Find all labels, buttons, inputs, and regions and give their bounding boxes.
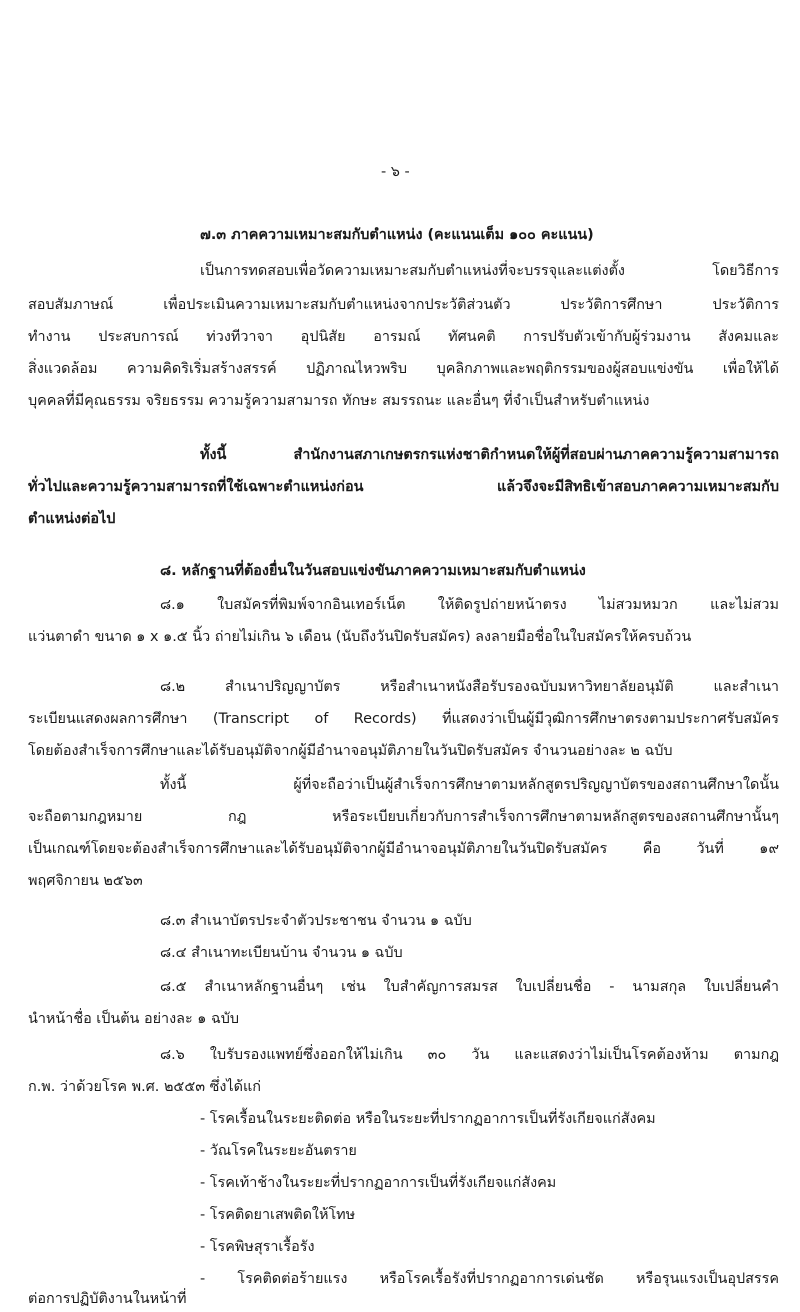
item-8-4: ๘.๔ สำเนาทะเบียนบ้าน จำนวน ๑ ฉบับ — [160, 945, 403, 961]
disease-list-item: - โรคติดยาเสพติดให้โทษ — [200, 1207, 356, 1223]
disease-list-item: - โรคพิษสุราเรื้อรัง — [200, 1239, 315, 1255]
page-number: - ๖ - — [381, 164, 410, 180]
item-8-2-line: ๘.๒ สำเนาปริญญาบัตร หรือสำเนาหนังสือรับรองฉบับมหาวิทยาลัยอนุมัติ และสำเนา — [160, 679, 779, 695]
item-8-2-note-line: เป็นเกณฑ์โดยจะต้องสำเร็จการศึกษาและได้รับอนุมัติจากผู้มีอำนาจอนุมัติภายในวันปิดรับสมัคร คือ วันที่ ๑๙ — [28, 841, 779, 857]
item-8-5-line: ๘.๕ สำเนาหลักฐานอื่นๆ เช่น ใบสำคัญการสมรส ใบเปลี่ยนชื่อ - นามสกุล ใบเปลี่ยนคำ — [160, 979, 779, 995]
section-7-3-body-line: สอบสัมภาษณ์ เพื่อประเมินความเหมาะสมกับตำแหน่งจากประวัติส่วนตัว ประวัติการศึกษา ประวัติการ — [28, 297, 779, 313]
item-8-2-note-line: ทั้งนี้ ผู้ที่จะถือว่าเป็นผู้สำเร็จการศึกษาตามหลักสูตรปริญญาบัตรของสถานศึกษาใดนั้น — [160, 777, 779, 793]
section-7-3-body-line: ทำงาน ประสบการณ์ ท่วงทีวาจา อุปนิสัย อารมณ์ ทัศนคติ การปรับตัวเข้ากับผู้ร่วมงาน สังคมและ — [28, 329, 779, 345]
item-8-2-line: ระเบียนแสดงผลการศึกษา (Transcript of Records) ที่แสดงว่าเป็นผู้มีวุฒิการศึกษาตรงตามประกาศรับสมัคร — [28, 711, 779, 727]
item-8-2-note-line: พฤศจิกายน ๒๕๖๓ — [28, 873, 143, 889]
item-8-1-line: แว่นตาดำ ขนาด ๑ x ๑.๕ นิ้ว ถ่ายไม่เกิน ๖ เดือน (นับถึงวันปิดรับสมัคร) ลงลายมือชื่อในใบสมัครให้ครบถ้วน — [28, 629, 692, 645]
section-7-3-note-line: ทั้งนี้ สำนักงานสภาเกษตรกรแห่งชาติกำหนดให้ผู้ที่สอบผ่านภาคความรู้ความสามารถ — [200, 447, 779, 463]
item-8-6-final-line: ต่อการปฏิบัติงานในหน้าที่ — [28, 1291, 187, 1307]
item-8-6-line: ๘.๖ ใบรับรองแพทย์ซึ่งออกให้ไม่เกิน ๓๐ วัน และแสดงว่าไม่เป็นโรคต้องห้าม ตามกฎ — [160, 1047, 779, 1063]
section-7-3-heading: ๗.๓ ภาคความเหมาะสมกับตำแหน่ง (คะแนนเต็ม ๑๐๐ คะแนน) — [200, 227, 594, 243]
item-8-2-line: โดยต้องสำเร็จการศึกษาและได้รับอนุมัติจากผู้มีอำนาจอนุมัติภายในวันปิดรับสมัคร จำนวนอย่างละ ๒ ฉบับ — [28, 743, 673, 759]
section-7-3-note-line: ตำแหน่งต่อไป — [28, 511, 116, 527]
disease-list-item: - โรคเรื้อนในระยะติดต่อ หรือในระยะที่ปรากฏอาการเป็นที่รังเกียจแก่สังคม — [200, 1111, 656, 1127]
disease-list-item: - โรคเท้าช้างในระยะที่ปรากฏอาการเป็นที่รังเกียจแก่สังคม — [200, 1175, 557, 1191]
section-8-heading: ๘. หลักฐานที่ต้องยื่นในวันสอบแข่งขันภาคความเหมาะสมกับตำแหน่ง — [160, 563, 586, 579]
section-7-3-note-line: ทั่วไปและความรู้ความสามารถที่ใช้เฉพาะตำแหน่งก่อน แล้วจึงจะมีสิทธิเข้าสอบภาคความเหมาะสมกับ — [28, 479, 779, 495]
item-8-2-note-line: จะถือตามกฎหมาย กฎ หรือระเบียบเกี่ยวกับการสำเร็จการศึกษาตามหลักสูตรของสถานศึกษานั้นๆ — [28, 809, 779, 825]
section-7-3-body-line: สิ่งแวดล้อม ความคิดริเริ่มสร้างสรรค์ ปฏิภาณไหวพริบ บุคลิกภาพและพฤติกรรมของผู้สอบแข่งขัน เพื่อให้ได้ — [28, 361, 779, 377]
item-8-6-line: ก.พ. ว่าด้วยโรค พ.ศ. ๒๕๕๓ ซึ่งได้แก่ — [28, 1079, 261, 1095]
section-7-3-body-line: เป็นการทดสอบเพื่อวัดความเหมาะสมกับตำแหน่งที่จะบรรจุและแต่งตั้ง โดยวิธีการ — [200, 263, 779, 279]
disease-list-item: - โรคติดต่อร้ายแรง หรือโรคเรื้อรังที่ปรากฏอาการเด่นชัด หรือรุนแรงเป็นอุปสรรค — [200, 1271, 779, 1287]
item-8-5-line: นำหน้าชื่อ เป็นต้น อย่างละ ๑ ฉบับ — [28, 1011, 240, 1027]
disease-list-item: - วัณโรคในระยะอันตราย — [200, 1143, 357, 1159]
item-8-3: ๘.๓ สำเนาบัตรประจำตัวประชาชน จำนวน ๑ ฉบับ — [160, 913, 472, 929]
item-8-1-line: ๘.๑ ใบสมัครที่พิมพ์จากอินเทอร์เน็ต ให้ติดรูปถ่ายหน้าตรง ไม่สวมหมวก และไม่สวม — [160, 597, 779, 613]
section-7-3-body-line: บุคคลที่มีคุณธรรม จริยธรรม ความรู้ความสามารถ ทักษะ สมรรถนะ และอื่นๆ ที่จำเป็นสำหรับตำแหน่ง — [28, 393, 650, 409]
